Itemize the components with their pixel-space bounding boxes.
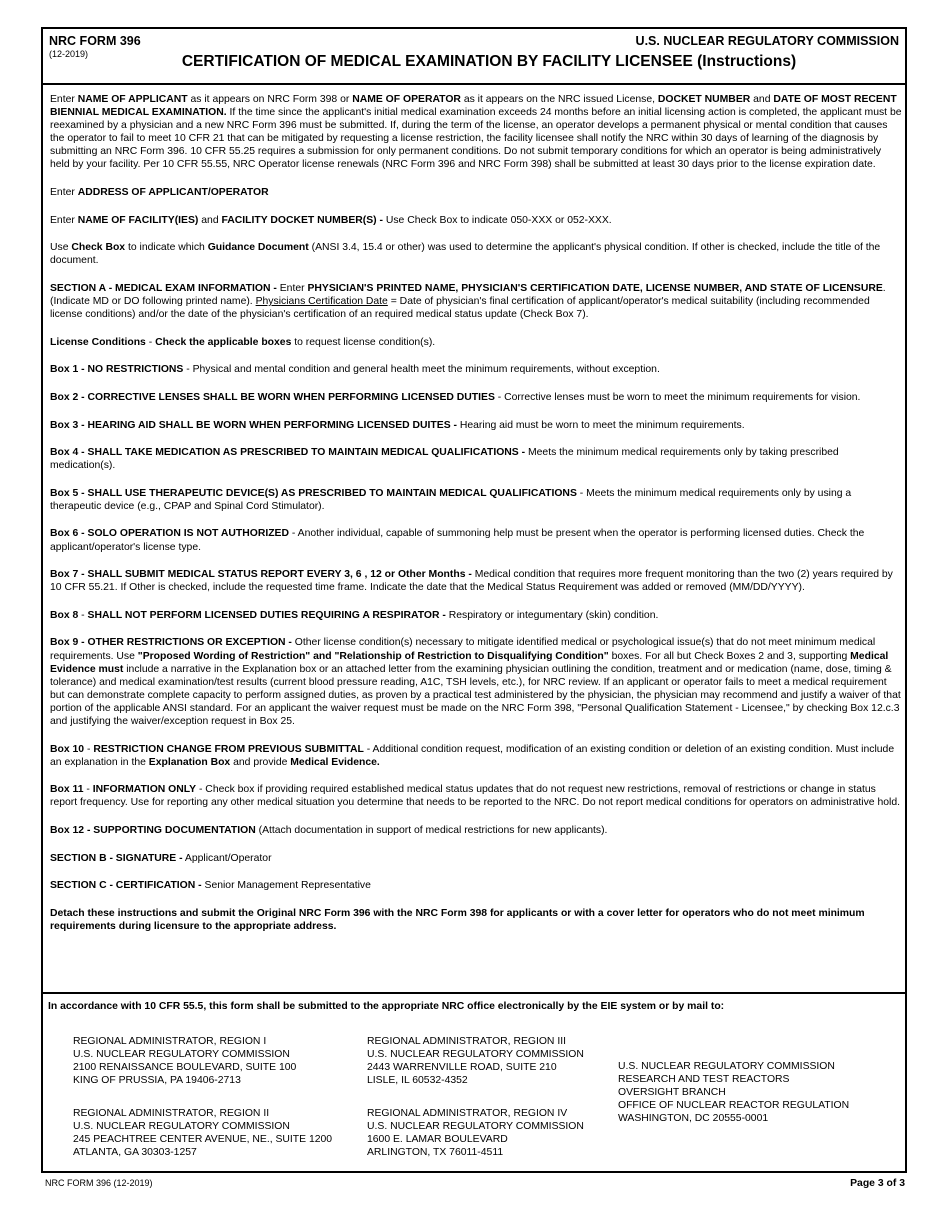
instruction-guidance: Use Check Box to indicate which Guidance Document (ANSI 3.4, 15.4 or other) was used to determine the applicant's physical condition. If other is checked, include the title of the document. xyxy=(50,242,881,267)
form-frame xyxy=(41,27,907,1173)
footer-form-id: NRC FORM 396 (12-2019) xyxy=(45,1178,153,1188)
instruction-facility: Enter NAME OF FACILITY(IES) and FACILITY DOCKET NUMBER(S) - Use Check Box to indicate 050-XXX or 052-XXX. xyxy=(50,214,612,226)
form-number: NRC FORM 396 xyxy=(49,34,141,48)
instruction-section-c: SECTION C - CERTIFICATION - Senior Management Representative xyxy=(50,880,371,892)
instruction-box-7: Box 7 - SHALL SUBMIT MEDICAL STATUS REPORT EVERY 3, 6 , 12 or Other Months - Medical condition that requires more frequent monitoring than the two (2) years required by 10 CFR 55.21. If Other is checked, include the requested time frame. Indicate the date that the Medical Status Requirement was added or removed (MM/DD/YYYY). xyxy=(50,569,893,594)
form-title: CERTIFICATION OF MEDICAL EXAMINATION BY FACILITY LICENSEE (Instructions) xyxy=(181,53,797,70)
submission-title: In accordance with 10 CFR 55.5, this form shall be submitted to the appropriate NRC office electronically by the EIE system or by mail to: xyxy=(48,1001,725,1012)
form-date: (12-2019) xyxy=(49,49,89,59)
instruction-license-conditions: License Conditions - Check the applicable boxes to request license condition(s). xyxy=(50,336,436,348)
address-region-3: REGIONAL ADMINISTRATOR, REGION III U.S. NUCLEAR REGULATORY COMMISSION 2443 WARRENVILLE ROAD, SUITE 210 LISLE, IL 60532-4352 xyxy=(367,1036,584,1087)
address-region-2: REGIONAL ADMINISTRATOR, REGION II U.S. NUCLEAR REGULATORY COMMISSION 245 PEACHTREE CENTER AVENUE, NE., SUITE 1200 ATLANTA, GA 30303-1257 xyxy=(73,1108,333,1159)
instructions-body xyxy=(50,93,902,947)
instruction-box-6: Box 6 - SOLO OPERATION IS NOT AUTHORIZED - Another individual, capable of summoning help must be present when the operator is performing licensed duties. Check the applicant/operator's license type. xyxy=(50,528,865,553)
submission-addresses xyxy=(43,992,905,1173)
address-region-1: REGIONAL ADMINISTRATOR, REGION I U.S. NUCLEAR REGULATORY COMMISSION 2100 RENAISSANCE BOULEVARD, SUITE 100 KING OF PRUSSIA, PA 19406-2713 xyxy=(73,1036,297,1087)
instruction-box-11: Box 11 - INFORMATION ONLY - Check box if providing required established medical status updates that do not request new restrictions, removal of restrictions or change in status report frequency. Use for reporting any other medical situation you determine that needs to be reported to the NRC. Do not report medical conditions for operators on administrative hold. xyxy=(50,784,900,809)
instruction-box-8: Box 8 - SHALL NOT PERFORM LICENSED DUTIES REQUIRING A RESPIRATOR - Respiratory or integumentary (skin) condition. xyxy=(50,609,659,621)
instruction-address: Enter ADDRESS OF APPLICANT/OPERATOR xyxy=(50,187,269,199)
instruction-detach: Detach these instructions and submit the Original NRC Form 396 with the NRC Form 398 for applicants or with a cover letter for operators who do not meet minimum requirements during licensure to the appropriate address. xyxy=(50,907,865,932)
instruction-section-a: SECTION A - MEDICAL EXAM INFORMATION - Enter PHYSICIAN'S PRINTED NAME, PHYSICIAN'S CERTIFICATION DATE, LICENSE NUMBER, AND STATE OF LICENSURE. (Indicate MD or DO following printed name). Physicians Certification Date = Date of physician's final certification of applicant/operator's medical suitability (including recommended license conditions) and/or the date of the physician's certification of an required medical status update (Check Box 7). xyxy=(50,282,886,321)
instruction-section-b: SECTION B - SIGNATURE - Applicant/Operator xyxy=(50,852,272,864)
instruction-box-5: Box 5 - SHALL USE THERAPEUTIC DEVICE(S) AS PRESCRIBED TO MAINTAIN MEDICAL QUALIFICATIONS - Meets the minimum medical requirements only by using a therapeutic device (e.g., CPAP and Spinal Cord Stimulator). xyxy=(50,487,852,512)
address-headquarters: U.S. NUCLEAR REGULATORY COMMISSION RESEARCH AND TEST REACTORS OVERSIGHT BRANCH OFFICE OF NUCLEAR REACTOR REGULATION WASHINGTON, DC 20555-0001 xyxy=(618,1061,850,1125)
instruction-box-12: Box 12 - SUPPORTING DOCUMENTATION (Attach documentation in support of medical restrictions for new applicants). xyxy=(50,824,608,836)
address-region-4: REGIONAL ADMINISTRATOR, REGION IV U.S. NUCLEAR REGULATORY COMMISSION 1600 E. LAMAR BOULEVARD ARLINGTON, TX 76011-4511 xyxy=(367,1108,584,1159)
instruction-box-9: Box 9 - OTHER RESTRICTIONS OR EXCEPTION - Other license condition(s) necessary to mitigate identified medical or psychological issue(s) that do not meet minimum medical requirements. Use "Proposed Wording of Restriction" and "Relationship of Restriction to Disqualifying Condition" boxes. For all but Check Boxes 2 and 3, supporting Medical Evidence must include a narrative in the Explanation box or an attached letter from the examining physician outlining the condition, treatment and or medication (name, dose, timing & tolerance) and medical examination/test results (current blood pressure reading, A1C, TSH levels, etc.), for NRC review. If an applicant or operator fails to meet a medical requirement but can demonstrate complete capacity to perform assigned duties, as proven by a practical test administered by the physician, the physician may recommend and justify a waiver of that portion of the applicable ANSI standard. For an applicant the waiver request must be made on the NRC Form 398, "Personal Qualification Statement - Licensee," by checking Box 12.c.3 and justifying the waiver/exception request in Box 25. xyxy=(50,637,901,727)
instruction-box-2: Box 2 - CORRECTIVE LENSES SHALL BE WORN WHEN PERFORMING LICENSED DUTIES - Corrective lenses must be worn to meet the minimum requirements for vision. xyxy=(50,391,861,403)
footer-page-number: Page 3 of 3 xyxy=(850,1178,905,1189)
form-header xyxy=(43,29,905,85)
instruction-applicant: Enter NAME OF APPLICANT as it appears on NRC Form 398 or NAME OF OPERATOR as it appears on the NRC issued License, DOCKET NUMBER and DATE OF MOST RECENT BIENNIAL MEDICAL EXAMINATION. If the time since the applicant's initial medical examination exceeds 24 months before an initial licensing action is completed, the applicant must be reexamined by a physician and a new NRC Form 396 must be submitted. If, during the term of the license, an operator develops a permanent physical or mental condition that causes the operator to fail to meet 10 CFR 21 that can be mitigated by requesting a license restriction, the facility licensee shall notify the NRC within 30 days of learning of the diagnosis by submitting an NRC Form 396. 10 CFR 55.25 requires a submission for only permanent conditions. Do not submit temporary conditions for which an operator is being administratively held by your facility. Per 10 CFR 55.55, NRC Operator license renewals (NRC Form 396 and NRC Form 398) shall be submitted at least 30 days prior to the license expiration date. xyxy=(50,94,902,171)
instruction-box-10: Box 10 - RESTRICTION CHANGE FROM PREVIOUS SUBMITTAL - Additional condition request, modification of an existing condition or deletion of an existing condition. Must include an explanation in the Explanation Box and provide Medical Evidence. xyxy=(50,743,895,768)
instruction-box-1: Box 1 - NO RESTRICTIONS - Physical and mental condition and general health meet the minimum requirements, without exception. xyxy=(50,364,660,376)
instruction-box-4: Box 4 - SHALL TAKE MEDICATION AS PRESCRIBED TO MAINTAIN MEDICAL QUALIFICATIONS - Meets the minimum medical requirements only by taking prescribed medication(s). xyxy=(50,447,839,472)
agency-name: U.S. NUCLEAR REGULATORY COMMISSION xyxy=(635,34,899,48)
instruction-box-3: Box 3 - HEARING AID SHALL BE WORN WHEN PERFORMING LICENSED DUITES - Hearing aid must be worn to meet the minimum requirements. xyxy=(50,419,745,431)
